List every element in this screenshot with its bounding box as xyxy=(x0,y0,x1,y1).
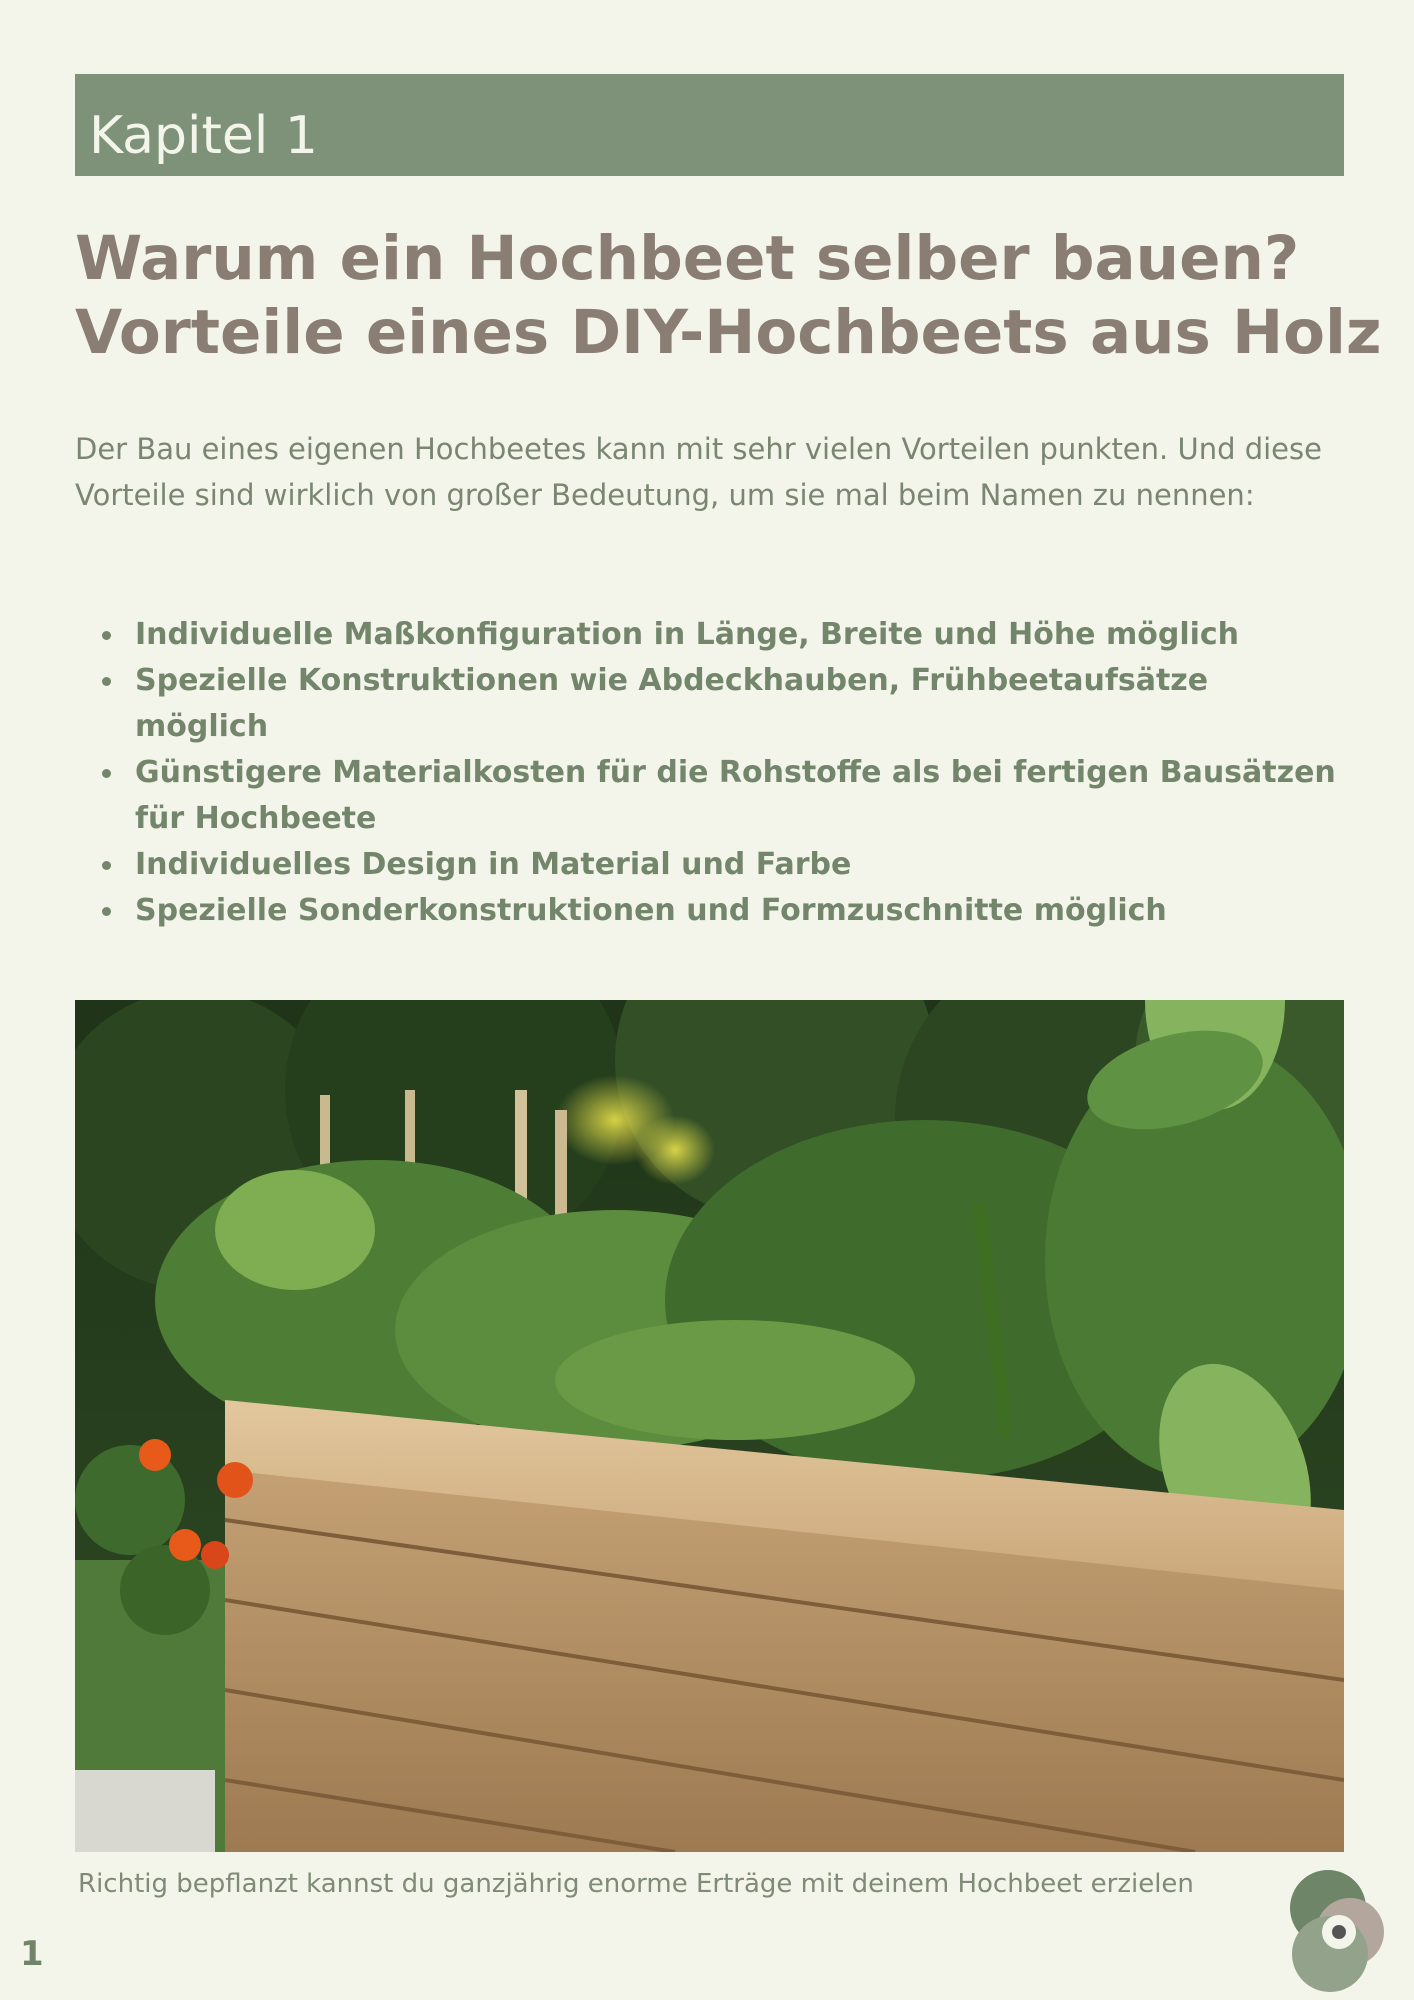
list-item xyxy=(75,842,1350,888)
page-title-line-2: Vorteile eines DIY-Hochbeets aus Holz xyxy=(75,297,1382,368)
benefit-text: Günstigere Materialkosten für die Rohstoffe als bei fertigen Bausätzen für Hochbeete xyxy=(135,755,1336,836)
bullet-icon xyxy=(102,677,111,686)
page-title-line-1: Warum ein Hochbeet selber bauen? xyxy=(75,223,1300,294)
bullet-icon xyxy=(102,907,111,916)
page-number: 1 xyxy=(20,1934,44,1974)
chapter-banner xyxy=(75,74,1344,176)
garden-photo xyxy=(75,1000,1344,1852)
intro-paragraph: Der Bau eines eigenen Hochbeetes kann mit sehr vielen Vorteilen punkten. Und diese Vorteile sind wirklich von großer Bedeutung, um sie mal beim Namen zu nennen: xyxy=(75,432,1322,512)
list-item xyxy=(75,658,1350,750)
list-item xyxy=(75,888,1350,934)
benefits-list xyxy=(75,612,1350,934)
benefit-text: Individuelles Design in Material und Farbe xyxy=(135,847,852,882)
chapter-label: Kapitel 1 xyxy=(89,106,318,166)
brand-logo-icon xyxy=(1282,1870,1392,1992)
benefit-text: Spezielle Sonderkonstruktionen und Formzuschnitte möglich xyxy=(135,893,1167,928)
page-title xyxy=(75,222,1382,370)
benefit-text: Spezielle Konstruktionen wie Abdeckhauben, Frühbeetaufsätze möglich xyxy=(135,663,1209,744)
photo-caption: Richtig bepflanzt kannst du ganzjährig enorme Erträge mit deinem Hochbeet erzielen xyxy=(78,1869,1194,1899)
benefit-text: Individuelle Maßkonfiguration in Länge, Breite und Höhe möglich xyxy=(135,617,1240,652)
bullet-icon xyxy=(102,861,111,870)
raised-bed-photo-illustration xyxy=(75,1000,1344,1852)
list-item xyxy=(75,612,1350,658)
bullet-icon xyxy=(102,769,111,778)
bullet-icon xyxy=(102,631,111,640)
list-item xyxy=(75,750,1350,842)
